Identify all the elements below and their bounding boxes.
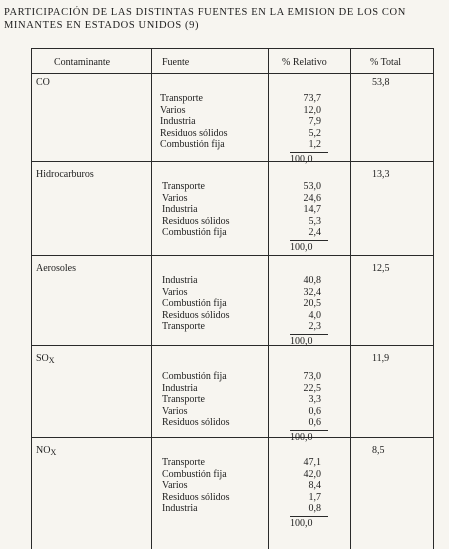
relative-values xyxy=(287,181,321,239)
relative-value: 2,4 xyxy=(308,227,321,238)
sum-rule xyxy=(290,152,328,153)
relative-value: 24,6 xyxy=(303,192,321,204)
relative-value: 0,8 xyxy=(308,503,321,514)
sum-value: 100,0 xyxy=(290,517,313,529)
column-divider xyxy=(350,49,351,549)
relative-value: 1,7 xyxy=(308,491,321,503)
sum-value: 100,0 xyxy=(290,241,313,253)
relative-values xyxy=(287,93,321,151)
source-name: Varios xyxy=(162,480,188,491)
pollutant-table xyxy=(31,48,434,549)
relative-value: 20,5 xyxy=(303,298,321,309)
pollutant-name: Hidrocarburos xyxy=(36,169,94,180)
source-name: Residuos sólidos xyxy=(162,491,230,503)
source-name: Transporte xyxy=(160,93,203,104)
source-name: Industria xyxy=(162,382,198,394)
relative-value: 73,0 xyxy=(303,371,321,382)
source-name: Residuos sólidos xyxy=(160,127,228,139)
column-divider xyxy=(151,49,152,549)
relative-value: 2,3 xyxy=(308,321,321,332)
pollutant-name: CO xyxy=(36,77,50,88)
header-total: % Total xyxy=(370,57,402,68)
relative-value: 0,6 xyxy=(308,405,321,417)
relative-value: 40,8 xyxy=(303,275,321,286)
source-name: Industria xyxy=(162,204,198,215)
pollutant-total: 53,8 xyxy=(372,77,390,88)
relative-value: 5,2 xyxy=(308,127,321,139)
pollutant-name: Aerosoles xyxy=(36,263,76,274)
relative-value: 14,7 xyxy=(303,204,321,215)
source-name: Transporte xyxy=(162,457,205,468)
pollutant-total: 13,3 xyxy=(372,169,390,180)
source-name: Varios xyxy=(162,286,188,298)
source-name: Varios xyxy=(162,192,188,204)
pollutant-name: $NO_X$ xyxy=(36,445,57,457)
row-divider xyxy=(32,255,433,256)
sum-rule xyxy=(290,516,328,517)
source-name: Industria xyxy=(162,275,198,286)
relative-value: 8,4 xyxy=(308,480,321,491)
title-line-1: PARTICIPACIÓN DE LAS DISTINTAS FUENTES EN LA EMISION DE LOS CON xyxy=(4,7,406,18)
relative-value: 1,2 xyxy=(308,139,321,150)
source-list xyxy=(162,371,230,429)
source-name: Residuos sólidos xyxy=(162,215,230,227)
document-title xyxy=(4,6,449,32)
source-name: Combustión fija xyxy=(162,371,227,382)
sum-rule xyxy=(290,240,328,241)
column-divider xyxy=(268,49,269,549)
relative-value: 4,0 xyxy=(308,309,321,321)
source-list xyxy=(162,181,230,239)
sum-value: 100,0 xyxy=(290,153,313,165)
header-rule xyxy=(32,73,433,74)
source-name: Varios xyxy=(160,104,186,116)
source-name: Combustión fija xyxy=(162,227,227,238)
relative-value: 5,3 xyxy=(308,215,321,227)
source-name: Residuos sólidos xyxy=(162,417,230,428)
source-name: Combustión fija xyxy=(162,468,227,480)
sum-rule xyxy=(290,334,328,335)
source-name: Transporte xyxy=(162,181,205,192)
relative-values xyxy=(287,371,321,429)
relative-value: 22,5 xyxy=(303,382,321,394)
source-name: Residuos sólidos xyxy=(162,309,230,321)
sum-value: 100,0 xyxy=(290,431,313,443)
header-relativo: % Relativo xyxy=(282,57,327,68)
relative-values xyxy=(287,457,321,515)
pollutant-total: 8,5 xyxy=(372,445,385,456)
relative-values xyxy=(287,275,321,333)
pollutant-name: $SO_X$ xyxy=(36,353,55,365)
source-name: Transporte xyxy=(162,394,205,405)
row-divider xyxy=(32,437,433,438)
title-line-2: MINANTES EN ESTADOS UNIDOS (9) xyxy=(4,20,200,31)
relative-value: 7,9 xyxy=(308,116,321,127)
source-list xyxy=(162,457,230,515)
row-divider xyxy=(32,345,433,346)
pollutant-total: 12,5 xyxy=(372,263,390,274)
source-name: Combustión fija xyxy=(160,139,225,150)
sum-value: 100,0 xyxy=(290,335,313,347)
row-divider xyxy=(32,161,433,162)
source-name: Industria xyxy=(162,503,198,514)
relative-value: 32,4 xyxy=(303,286,321,298)
header-contaminante: Contaminante xyxy=(54,57,111,68)
relative-value: 73,7 xyxy=(303,93,321,104)
relative-value: 12,0 xyxy=(303,104,321,116)
relative-value: 3,3 xyxy=(308,394,321,405)
source-name: Industria xyxy=(160,116,196,127)
source-list xyxy=(160,93,228,151)
source-name: Varios xyxy=(162,405,188,417)
source-name: Transporte xyxy=(162,321,205,332)
pollutant-total: 11,9 xyxy=(372,353,390,364)
sum-rule xyxy=(290,430,328,431)
source-list xyxy=(162,275,230,333)
source-name: Combustión fija xyxy=(162,298,227,309)
relative-value: 42,0 xyxy=(303,468,321,480)
relative-value: 53,0 xyxy=(303,181,321,192)
header-fuente: Fuente xyxy=(162,57,190,68)
relative-value: 47,1 xyxy=(303,457,321,468)
relative-value: 0,6 xyxy=(308,417,321,428)
